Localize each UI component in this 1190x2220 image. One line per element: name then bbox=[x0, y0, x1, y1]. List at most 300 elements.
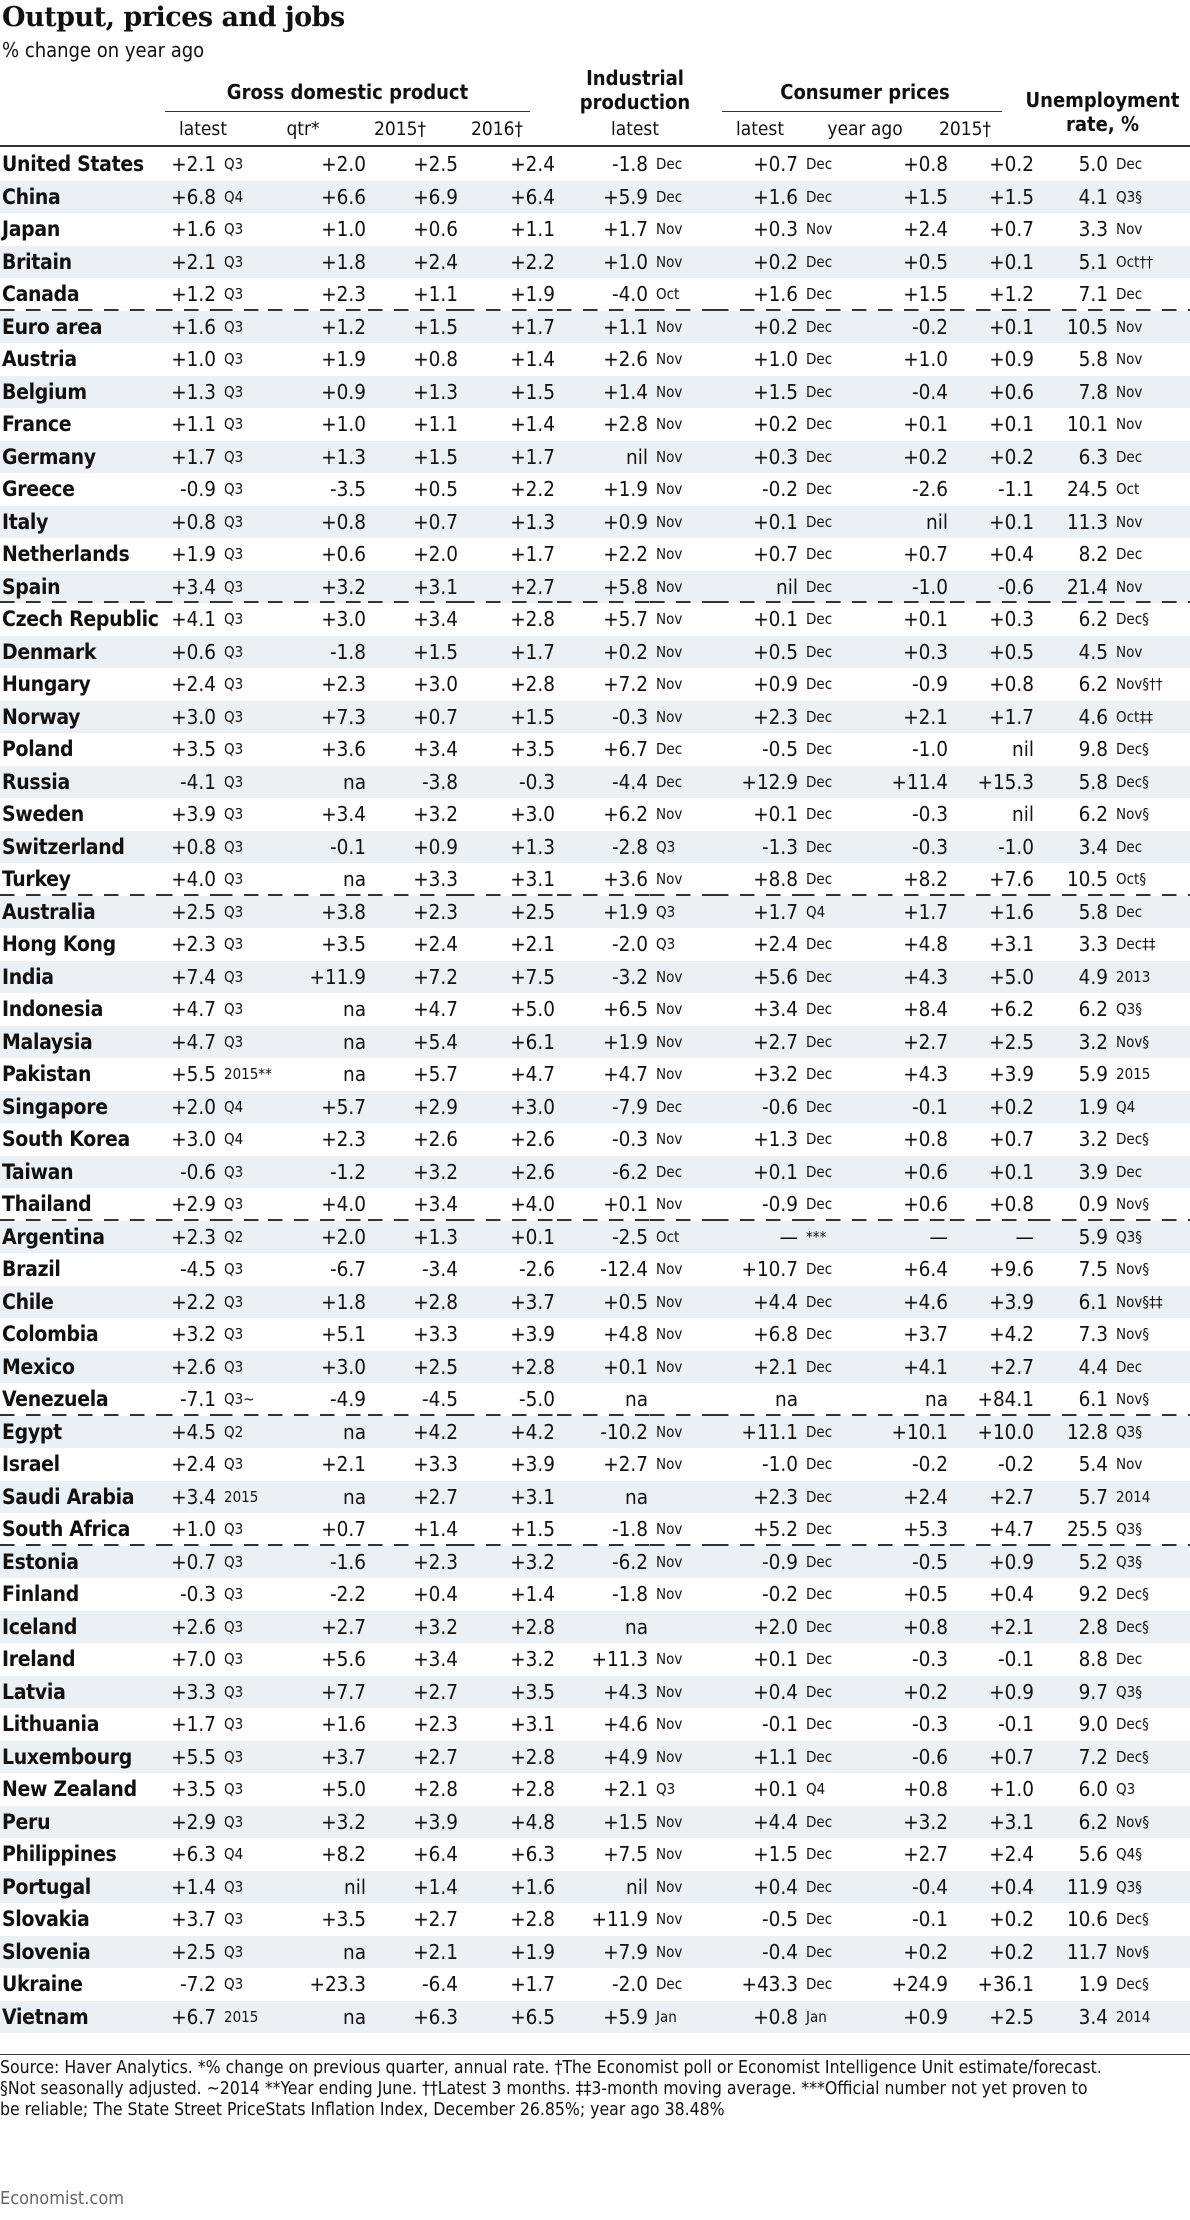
table-row bbox=[0, 1448, 1190, 1481]
ip-period-cell: Nov bbox=[656, 1260, 683, 1279]
gdp-qtr-cell: +0.6 bbox=[321, 542, 366, 567]
cpi-year-ago-cell: +1.5 bbox=[852, 181, 950, 214]
gdp-latest-period-cell: Q3 bbox=[224, 1325, 244, 1344]
cpi-period-cell: Dec bbox=[806, 480, 833, 499]
table-row bbox=[0, 1936, 1190, 1969]
gdp-2015-cell: +2.0 bbox=[413, 542, 458, 567]
country-cell: Russia bbox=[0, 766, 158, 799]
gdp-2016-cell: +2.7 bbox=[460, 571, 557, 604]
cpi-period-cell: Dec bbox=[800, 376, 852, 409]
unemployment-period-cell: Nov bbox=[1116, 220, 1143, 239]
gdp-2016-cell: +1.5 bbox=[460, 376, 557, 409]
gdp-2016-cell: +2.8 bbox=[460, 1351, 557, 1384]
ip-period-cell: Oct bbox=[650, 1221, 714, 1254]
cpi-2015-cell: +2.5 bbox=[950, 2001, 1036, 2034]
unemployment-period-cell: Oct‡‡ bbox=[1110, 701, 1190, 734]
cpi-2015-cell: -0.2 bbox=[998, 1452, 1034, 1477]
cpi-year-ago-cell: +2.7 bbox=[852, 1026, 950, 1059]
gdp-2016-cell: +1.3 bbox=[460, 831, 557, 864]
unemployment-period-cell: Q3§ bbox=[1110, 181, 1190, 214]
unemployment-cell: 25.5 bbox=[1036, 1513, 1110, 1546]
gdp-latest-cell: +0.8 bbox=[158, 831, 218, 864]
country-cell: Pakistan bbox=[2, 1062, 92, 1087]
cpi-period-cell: Dec bbox=[806, 1715, 833, 1734]
unemployment-period-cell: 2014 bbox=[1110, 2001, 1190, 2034]
gdp-2016-cell: +7.5 bbox=[460, 961, 557, 994]
cpi-year-ago-cell: +1.7 bbox=[852, 896, 950, 929]
country-cell: Saudi Arabia bbox=[0, 1481, 158, 1514]
ip-period-cell: Nov bbox=[650, 311, 714, 344]
table-row bbox=[0, 1578, 1190, 1611]
gdp-2016-cell: +1.5 bbox=[460, 701, 557, 734]
cpi-2015-cell: -1.0 bbox=[950, 831, 1036, 864]
cpi-period-cell: Dec bbox=[800, 1871, 852, 1904]
cpi-latest-cell: +0.7 bbox=[753, 152, 798, 177]
gdp-latest-period-cell: Q3 bbox=[218, 571, 268, 604]
gdp-latest-period-cell: Q3 bbox=[218, 701, 268, 734]
gdp-2016-cell: +3.7 bbox=[460, 1286, 557, 1319]
gdp-2016-cell: +4.8 bbox=[460, 1806, 557, 1839]
gdp-2016-cell: +1.3 bbox=[460, 506, 557, 539]
unemployment-period-cell: Nov bbox=[1110, 376, 1190, 409]
ip-period-cell: Nov bbox=[656, 1130, 683, 1149]
gdp-qtr-cell: na bbox=[268, 1936, 368, 1969]
unemployment-period-cell: Nov bbox=[1116, 415, 1143, 434]
unemployment-period-cell: Nov§‡‡ bbox=[1110, 1286, 1190, 1319]
ip-latest-cell: -0.3 bbox=[612, 1127, 648, 1152]
cpi-period-cell: Dec bbox=[800, 1546, 852, 1579]
unemployment-cell: 9.2 bbox=[1078, 1582, 1108, 1607]
country-cell: China bbox=[0, 181, 158, 214]
country-cell: Egypt bbox=[0, 1416, 158, 1449]
country-cell: Slovenia bbox=[0, 1936, 158, 1969]
gdp-qtr-cell: +2.0 bbox=[268, 1221, 368, 1254]
gdp-2016-cell: +3.5 bbox=[460, 1676, 557, 1709]
cpi-2015-cell: +3.1 bbox=[989, 932, 1034, 957]
country-cell: Austria bbox=[2, 347, 77, 372]
gdp-latest-cell: +2.1 bbox=[158, 246, 218, 279]
gdp-2016-cell: +1.6 bbox=[460, 1871, 557, 1904]
table-row bbox=[0, 571, 1190, 604]
gdp-qtr-cell: +1.0 bbox=[321, 412, 366, 437]
cpi-2015-cell: +0.1 bbox=[989, 412, 1034, 437]
header-gdp-rule bbox=[165, 111, 530, 112]
gdp-latest-period-cell: 2015** bbox=[224, 1065, 272, 1084]
gdp-2015-cell: +0.7 bbox=[368, 701, 460, 734]
gdp-latest-cell: -4.5 bbox=[180, 1257, 216, 1282]
gdp-latest-period-cell: Q2 bbox=[218, 1416, 268, 1449]
cpi-year-ago-cell: +0.2 bbox=[852, 441, 950, 474]
gdp-2016-cell: +3.9 bbox=[510, 1322, 555, 1347]
ip-latest-cell: +2.6 bbox=[603, 347, 648, 372]
gdp-latest-cell: +1.9 bbox=[171, 542, 216, 567]
gdp-2015-cell: +2.7 bbox=[413, 1907, 458, 1932]
country-cell: Belgium bbox=[0, 376, 158, 409]
ip-latest-cell: -7.9 bbox=[557, 1091, 650, 1124]
gdp-2016-cell: +1.9 bbox=[460, 278, 557, 311]
table-row bbox=[0, 1318, 1190, 1351]
cpi-period-cell: Dec bbox=[800, 1188, 852, 1221]
table-row bbox=[0, 1741, 1190, 1774]
table-row bbox=[0, 408, 1190, 441]
unemployment-cell: 3.9 bbox=[1036, 1156, 1110, 1189]
gdp-latest-period-cell: Q3 bbox=[224, 1650, 244, 1669]
country-cell: Mexico bbox=[0, 1351, 158, 1384]
gdp-2016-cell: +1.4 bbox=[510, 1582, 555, 1607]
cpi-year-ago-cell: +4.6 bbox=[852, 1286, 950, 1319]
cpi-latest-cell: +1.5 bbox=[753, 1842, 798, 1867]
ip-latest-cell: +1.4 bbox=[557, 376, 650, 409]
country-cell: Ireland bbox=[2, 1647, 76, 1672]
header-bottom-rule bbox=[0, 145, 1190, 147]
ip-period-cell: Nov bbox=[650, 1676, 714, 1709]
cpi-year-ago-cell: +24.9 bbox=[891, 1972, 948, 1997]
cpi-period-cell: Dec bbox=[806, 675, 833, 694]
cpi-latest-cell: +2.4 bbox=[753, 932, 798, 957]
gdp-2015-cell: +3.2 bbox=[368, 1156, 460, 1189]
ip-latest-cell: nil bbox=[557, 1871, 650, 1904]
footnote-line-1: Source: Haver Analytics. *% change on previous quarter, annual rate. †The Economist poll or Economist Intelligence Unit estimate/forecast. bbox=[0, 2058, 1102, 2078]
ip-latest-cell: +7.9 bbox=[557, 1936, 650, 1969]
gdp-qtr-cell: +3.2 bbox=[268, 1806, 368, 1839]
gdp-latest-cell: +2.9 bbox=[158, 1806, 218, 1839]
cpi-year-ago-cell: +0.3 bbox=[852, 636, 950, 669]
cpi-year-ago-cell: +0.5 bbox=[852, 246, 950, 279]
cpi-year-ago-cell: na bbox=[852, 1383, 950, 1416]
table-row bbox=[0, 928, 1190, 961]
gdp-qtr-cell: +5.7 bbox=[268, 1091, 368, 1124]
gdp-2015-cell: +1.1 bbox=[368, 278, 460, 311]
gdp-latest-period-cell: Q3 bbox=[224, 1585, 244, 1604]
ip-period-cell: Nov bbox=[650, 441, 714, 474]
gdp-latest-cell: +3.3 bbox=[158, 1676, 218, 1709]
ip-latest-cell: -1.8 bbox=[612, 1582, 648, 1607]
gdp-latest-cell: +1.2 bbox=[158, 278, 218, 311]
unemployment-cell: 5.1 bbox=[1036, 246, 1110, 279]
cpi-year-ago-cell: -0.6 bbox=[852, 1741, 950, 1774]
cpi-period-cell: Dec bbox=[800, 636, 852, 669]
gdp-2015-cell: -4.5 bbox=[368, 1383, 460, 1416]
cpi-2015-cell: +1.2 bbox=[950, 278, 1036, 311]
gdp-qtr-cell: -0.1 bbox=[268, 831, 368, 864]
gdp-2015-cell: +3.4 bbox=[413, 1647, 458, 1672]
gdp-latest-cell: +0.7 bbox=[158, 1546, 218, 1579]
ip-period-cell: Nov bbox=[656, 1910, 683, 1929]
unemployment-cell: 10.6 bbox=[1066, 1907, 1108, 1932]
gdp-latest-period-cell: Q2 bbox=[218, 1221, 268, 1254]
gdp-2016-cell: +4.0 bbox=[460, 1188, 557, 1221]
country-cell: Brazil bbox=[2, 1257, 61, 1282]
country-cell: Singapore bbox=[0, 1091, 158, 1124]
footnote-line-3: be reliable; The State Street PriceStats Inflation Index, December 26.85%; year ago 38.48% bbox=[0, 2100, 725, 2120]
country-cell: Australia bbox=[0, 896, 158, 929]
unemployment-cell: 10.1 bbox=[1066, 412, 1108, 437]
ip-period-cell: Q3 bbox=[656, 1780, 676, 1799]
cpi-2015-cell: +0.4 bbox=[989, 1582, 1034, 1607]
cpi-year-ago-cell: -0.3 bbox=[912, 802, 948, 827]
cpi-year-ago-cell: +0.6 bbox=[852, 1156, 950, 1189]
ip-latest-cell: -0.3 bbox=[557, 701, 650, 734]
country-cell: Hungary bbox=[2, 672, 91, 697]
gdp-qtr-cell: na bbox=[268, 1026, 368, 1059]
gdp-2015-cell: +2.9 bbox=[368, 1091, 460, 1124]
cpi-period-cell: Q4 bbox=[806, 1780, 826, 1799]
gdp-latest-cell: +3.5 bbox=[171, 1777, 216, 1802]
ip-latest-cell: +2.1 bbox=[603, 1777, 648, 1802]
ip-latest-cell: +4.8 bbox=[603, 1322, 648, 1347]
gdp-2015-cell: +1.1 bbox=[413, 412, 458, 437]
cpi-latest-cell: +2.1 bbox=[714, 1351, 800, 1384]
cpi-2015-cell: +0.1 bbox=[950, 246, 1036, 279]
subheader-cpi-year-ago: year ago bbox=[827, 118, 903, 140]
gdp-2016-cell: +2.6 bbox=[510, 1127, 555, 1152]
cpi-year-ago-cell: +6.4 bbox=[903, 1257, 948, 1282]
ip-latest-cell: -6.2 bbox=[557, 1156, 650, 1189]
cpi-period-cell: Dec bbox=[806, 1325, 833, 1344]
country-cell: Portugal bbox=[0, 1871, 158, 1904]
country-cell: Latvia bbox=[0, 1676, 158, 1709]
cpi-year-ago-cell: -0.9 bbox=[912, 672, 948, 697]
gdp-qtr-cell: +1.3 bbox=[268, 441, 368, 474]
table-row bbox=[0, 1806, 1190, 1839]
gdp-qtr-cell: +3.8 bbox=[268, 896, 368, 929]
ip-period-cell: Nov bbox=[650, 636, 714, 669]
gdp-latest-cell: +1.6 bbox=[171, 217, 216, 242]
ip-period-cell: Nov bbox=[656, 610, 683, 629]
gdp-qtr-cell: +2.3 bbox=[321, 672, 366, 697]
ip-latest-cell: -4.4 bbox=[557, 766, 650, 799]
ip-latest-cell: +1.9 bbox=[557, 896, 650, 929]
cpi-period-cell: Dec bbox=[800, 1286, 852, 1319]
cpi-year-ago-cell: -1.0 bbox=[912, 737, 948, 762]
cpi-year-ago-cell: +0.1 bbox=[903, 607, 948, 632]
cpi-year-ago-cell: +8.2 bbox=[852, 863, 950, 896]
gdp-2016-cell: +6.1 bbox=[460, 1026, 557, 1059]
gdp-qtr-cell: +1.0 bbox=[321, 217, 366, 242]
ip-period-cell: Nov bbox=[656, 220, 683, 239]
ip-period-cell: Nov bbox=[650, 961, 714, 994]
cpi-latest-cell: na bbox=[714, 1383, 800, 1416]
unemployment-period-cell: Dec bbox=[1110, 1351, 1190, 1384]
gdp-latest-cell: +0.6 bbox=[158, 636, 218, 669]
gdp-latest-period-cell: Q3 bbox=[218, 1026, 268, 1059]
cpi-2015-cell: +0.4 bbox=[950, 1871, 1036, 1904]
country-cell: Hong Kong bbox=[2, 932, 116, 957]
page-title: Output, prices and jobs bbox=[2, 2, 345, 33]
gdp-2015-cell: +2.7 bbox=[368, 1676, 460, 1709]
ip-period-cell: Nov bbox=[656, 1455, 683, 1474]
cpi-period-cell: Dec bbox=[806, 935, 833, 954]
ip-latest-cell: -2.8 bbox=[557, 831, 650, 864]
country-cell: Iceland bbox=[0, 1611, 158, 1644]
ip-latest-cell: -2.0 bbox=[612, 932, 648, 957]
gdp-latest-period-cell: Q3 bbox=[224, 610, 244, 629]
gdp-2016-cell: -2.6 bbox=[519, 1257, 555, 1282]
gdp-qtr-cell: +11.9 bbox=[268, 961, 368, 994]
footnote-line-2: §Not seasonally adjusted. ~2014 **Year ending June. ††Latest 3 months. ‡‡3-month moving average. ***Official number not yet proven to bbox=[0, 2079, 1088, 2099]
ip-latest-cell: -1.8 bbox=[612, 152, 648, 177]
gdp-2015-cell: +3.1 bbox=[368, 571, 460, 604]
country-cell: Philippines bbox=[2, 1842, 117, 1867]
table-row bbox=[0, 1838, 1190, 1871]
cpi-year-ago-cell: +4.3 bbox=[852, 961, 950, 994]
table-row bbox=[0, 1611, 1190, 1644]
cpi-2015-cell: +10.0 bbox=[950, 1416, 1036, 1449]
unemployment-cell: 5.4 bbox=[1078, 1452, 1108, 1477]
table-row bbox=[0, 1351, 1190, 1384]
gdp-2016-cell: +1.7 bbox=[460, 441, 557, 474]
gdp-qtr-cell: +23.3 bbox=[309, 1972, 366, 1997]
cpi-2015-cell: +0.7 bbox=[989, 217, 1034, 242]
unemployment-cell: 6.1 bbox=[1036, 1383, 1110, 1416]
gdp-latest-period-cell: Q3 bbox=[218, 1676, 268, 1709]
gdp-2016-cell: -5.0 bbox=[460, 1383, 557, 1416]
gdp-2016-cell: +2.8 bbox=[510, 672, 555, 697]
cpi-latest-cell: -0.2 bbox=[762, 1582, 798, 1607]
unemployment-cell: 5.9 bbox=[1078, 1062, 1108, 1087]
gdp-latest-cell: +4.0 bbox=[158, 863, 218, 896]
cpi-latest-cell: -1.0 bbox=[762, 1452, 798, 1477]
gdp-qtr-cell: nil bbox=[268, 1871, 368, 1904]
table-row bbox=[0, 473, 1190, 506]
ip-latest-cell: +3.6 bbox=[557, 863, 650, 896]
cpi-year-ago-cell: +2.4 bbox=[903, 217, 948, 242]
unemployment-period-cell: Nov bbox=[1116, 1455, 1143, 1474]
gdp-2015-cell: +1.4 bbox=[368, 1871, 460, 1904]
cpi-latest-cell: +0.4 bbox=[714, 1871, 800, 1904]
gdp-latest-period-cell: Q3 bbox=[218, 506, 268, 539]
unemployment-cell: 6.2 bbox=[1078, 802, 1108, 827]
gdp-latest-cell: +2.4 bbox=[171, 672, 216, 697]
unemployment-cell: 8.2 bbox=[1078, 542, 1108, 567]
ip-period-cell: Nov bbox=[650, 1286, 714, 1319]
cpi-2015-cell: nil bbox=[1012, 802, 1034, 827]
gdp-2015-cell: +5.4 bbox=[368, 1026, 460, 1059]
gdp-qtr-cell: +1.9 bbox=[321, 347, 366, 372]
gdp-latest-period-cell: Q3 bbox=[224, 480, 244, 499]
cpi-latest-cell: -0.9 bbox=[714, 1546, 800, 1579]
ip-latest-cell: +6.7 bbox=[603, 737, 648, 762]
country-cell: Indonesia bbox=[2, 997, 104, 1022]
unemployment-period-cell: Nov§ bbox=[1110, 1188, 1190, 1221]
ip-latest-cell: nil bbox=[557, 441, 650, 474]
ip-latest-cell: na bbox=[557, 1481, 650, 1514]
gdp-latest-period-cell: Q3 bbox=[218, 278, 268, 311]
ip-latest-cell: +5.9 bbox=[557, 181, 650, 214]
gdp-latest-period-cell: Q3 bbox=[224, 675, 244, 694]
ip-latest-cell: +4.6 bbox=[603, 1712, 648, 1737]
unemployment-period-cell: Q4§ bbox=[1116, 1845, 1142, 1864]
table-row bbox=[0, 1221, 1190, 1254]
gdp-qtr-cell: -2.2 bbox=[330, 1582, 366, 1607]
gdp-latest-period-cell: Q3 bbox=[218, 961, 268, 994]
brand-watermark: Economist.com bbox=[0, 2188, 124, 2209]
subheader-gdp-2016: 2016† bbox=[470, 118, 524, 140]
cpi-period-cell: Jan bbox=[800, 2001, 852, 2034]
gdp-latest-period-cell: Q3 bbox=[224, 1260, 244, 1279]
cpi-year-ago-cell: +0.1 bbox=[903, 412, 948, 437]
gdp-2016-cell: +2.8 bbox=[460, 1741, 557, 1774]
cpi-period-cell: Dec bbox=[800, 863, 852, 896]
unemployment-cell: 7.2 bbox=[1036, 1741, 1110, 1774]
cpi-year-ago-cell: +4.8 bbox=[903, 932, 948, 957]
cpi-period-cell: Dec bbox=[800, 1026, 852, 1059]
gdp-qtr-cell: +3.0 bbox=[321, 607, 366, 632]
gdp-latest-cell: +6.3 bbox=[171, 1842, 216, 1867]
gdp-2015-cell: +2.3 bbox=[368, 896, 460, 929]
country-cell: United States bbox=[2, 152, 144, 177]
gdp-2015-cell: +3.4 bbox=[413, 607, 458, 632]
gdp-2016-cell: +1.7 bbox=[460, 636, 557, 669]
gdp-latest-cell: +4.1 bbox=[171, 607, 216, 632]
unemployment-cell: 9.8 bbox=[1078, 737, 1108, 762]
cpi-year-ago-cell: +0.8 bbox=[903, 1777, 948, 1802]
gdp-2015-cell: +3.4 bbox=[368, 1188, 460, 1221]
ip-latest-cell: +2.8 bbox=[603, 412, 648, 437]
unemployment-period-cell: Nov bbox=[1110, 571, 1190, 604]
gdp-2015-cell: +2.4 bbox=[413, 932, 458, 957]
table-row bbox=[0, 1546, 1190, 1579]
gdp-2015-cell: +4.7 bbox=[413, 997, 458, 1022]
unemployment-cell: 7.3 bbox=[1078, 1322, 1108, 1347]
gdp-latest-period-cell: Q3 bbox=[218, 636, 268, 669]
ip-latest-cell: -1.8 bbox=[557, 1513, 650, 1546]
gdp-2015-cell: +3.9 bbox=[368, 1806, 460, 1839]
gdp-qtr-cell: +3.2 bbox=[268, 571, 368, 604]
unemployment-cell: 5.8 bbox=[1036, 896, 1110, 929]
unemployment-period-cell: Nov bbox=[1116, 350, 1143, 369]
country-cell: Czech Republic bbox=[2, 607, 159, 632]
gdp-2016-cell: +5.0 bbox=[510, 997, 555, 1022]
gdp-latest-period-cell: Q3 bbox=[218, 1806, 268, 1839]
cpi-year-ago-cell: +3.7 bbox=[903, 1322, 948, 1347]
gdp-2016-cell: +3.9 bbox=[510, 1452, 555, 1477]
unemployment-cell: 7.1 bbox=[1036, 278, 1110, 311]
cpi-year-ago-cell: -0.3 bbox=[912, 1647, 948, 1672]
cpi-period-cell: Dec bbox=[800, 1513, 852, 1546]
gdp-qtr-cell: -4.9 bbox=[268, 1383, 368, 1416]
cpi-year-ago-cell: -0.5 bbox=[852, 1546, 950, 1579]
country-cell: Italy bbox=[0, 506, 158, 539]
cpi-latest-cell: +0.4 bbox=[714, 1676, 800, 1709]
gdp-2016-cell: +2.2 bbox=[460, 246, 557, 279]
cpi-latest-cell: +6.8 bbox=[753, 1322, 798, 1347]
gdp-2016-cell: +1.4 bbox=[510, 412, 555, 437]
unemployment-cell: 4.6 bbox=[1036, 701, 1110, 734]
unemployment-cell: 2.8 bbox=[1036, 1611, 1110, 1644]
cpi-latest-cell: +0.8 bbox=[714, 2001, 800, 2034]
country-cell: Malaysia bbox=[0, 1026, 158, 1059]
gdp-latest-period-cell: Q3 bbox=[224, 1455, 244, 1474]
unemployment-cell: 3.3 bbox=[1078, 217, 1108, 242]
unemployment-period-cell: Dec§ bbox=[1116, 1585, 1149, 1604]
gdp-latest-period-cell: Q3 bbox=[218, 1513, 268, 1546]
country-cell: Ukraine bbox=[2, 1972, 83, 1997]
unemployment-cell: 11.9 bbox=[1036, 1871, 1110, 1904]
gdp-latest-cell: +1.4 bbox=[158, 1871, 218, 1904]
table-row bbox=[0, 896, 1190, 929]
country-cell: Euro area bbox=[0, 311, 158, 344]
cpi-latest-cell: +2.3 bbox=[714, 701, 800, 734]
gdp-latest-cell: +4.5 bbox=[158, 1416, 218, 1449]
gdp-latest-period-cell: Q4 bbox=[224, 1845, 244, 1864]
country-cell: Switzerland bbox=[0, 831, 158, 864]
gdp-2015-cell: +1.4 bbox=[368, 1513, 460, 1546]
unemployment-cell: 1.9 bbox=[1036, 1091, 1110, 1124]
gdp-latest-cell: -0.9 bbox=[180, 477, 216, 502]
gdp-latest-cell: +1.3 bbox=[158, 376, 218, 409]
gdp-2015-cell: +6.4 bbox=[413, 1842, 458, 1867]
